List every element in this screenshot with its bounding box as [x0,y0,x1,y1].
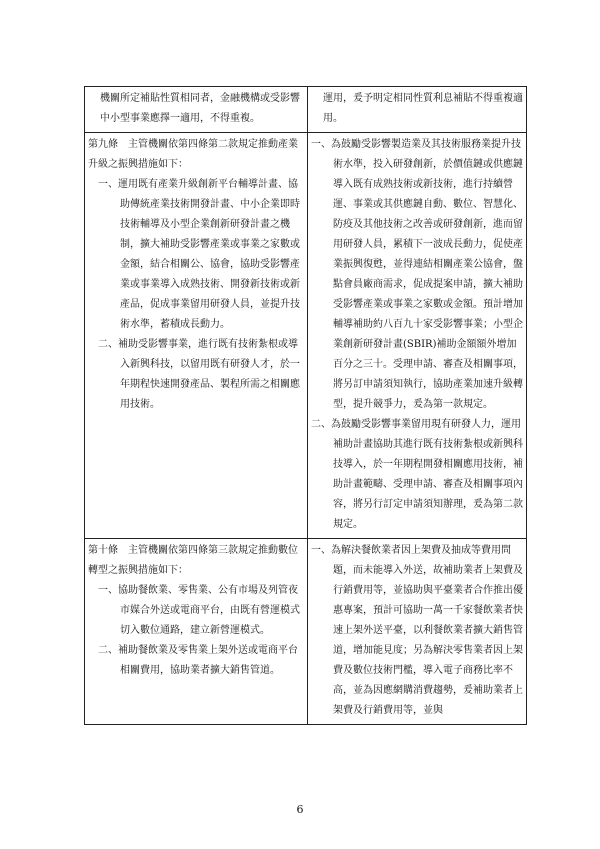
paragraph: 二、補助餐飲業及零售業上架外送或電商平台相關費用，協助業者擴大銷售管道。 [98,645,298,676]
explanation-text-cell [308,87,527,133]
table-row [85,539,527,725]
paragraph: 二、補助受影響事業，進行既有技術紮根或導入新興科技，以留用既有研發人才，於一年期程快速開發產品、製程所需之相關應用技術。 [98,339,300,410]
provision-text-cell [85,539,308,725]
provision-text-cell [85,133,308,539]
paragraph: 第九條 主管機關依第四條第二款規定推動產業升級之振興措施如下： [88,139,298,170]
provision-text-cell [85,87,308,133]
provisions-table-body [85,87,527,725]
paragraph: 一、運用既有產業升級創新平台輔導計畫、協助傳統產業技術開發計畫、中小企業即時技術輔導及小型企業創新研發計畫之機制，擴大補助受影響產業或事業之家數或金額，結合相關公、協會，協助受影響產業或事業導入成熟技術、開發新技術或新產品，促成事業留用研發人員，並提升技術水準，蓄積成長動力。 [98,179,300,330]
paragraph: 第十條 主管機關依第四條第三款規定推動數位轉型之振興措施如下： [88,545,298,576]
explanation-text-cell [308,133,527,539]
table-row [85,87,527,133]
table-row [85,133,527,539]
paragraph: 一、為鼓勵受影響製造業及其技術服務業提升技術水準，投入研發創新，於價值鏈或供應鏈導入既有成熟技術或新技術，進行持續營運、事業或其供應鏈自動、數位、智慧化、防疫及其他技術之改善或研發創新，進而留用研發人員，累積下一波成長動力，促使產業振興復甦，並得連結相關產業公協會，盤點會員廠商需求，促成提案申請，擴大補助受影響產業或事業之家數或金額。預計增加輔導補助約八百九十家受影響事業；小型企業創新研發計畫(SBIR)補助金額額外增加百分之三十。受理申請、審查及相關事項，將另訂申請須知執行，協助產業加速升級轉型，提升競爭力，爰為第一款規定。 [311,139,523,410]
paragraph: 一、為解決餐飲業者因上架費及抽成等費用問題，而未能導入外送，故補助業者上架費及行銷費用等，並協助與平臺業者合作推出優惠專案，預計可協助一萬一千家餐飲業者快速上架外送平臺，以利餐飲業者擴大銷售管道，增加能見度；另為解決零售業者因上架費及數位技術門檻，導入電子商務比率不高，並為因應網購消費趨勢，爰補助業者上架費及行銷費用等，並與 [311,545,523,716]
paragraph: 機關所定補貼性質相同者，金融機構或受影響中小型事業應擇一適用，不得重複。 [100,93,300,124]
paragraph: 運用，爰予明定相同性質利息補貼不得重複適用。 [323,93,523,124]
explanation-text-cell [308,539,527,725]
page-number: 6 [296,803,304,816]
provisions-table [84,86,527,725]
paragraph: 二、為鼓勵受影響事業留用現有研發人力，運用補助計畫協助其進行既有技術紮根或新興科技導入，於一年期程開發相關應用技術，補助計畫範疇、受理申請、審查及相關事項內容，將另行訂定申請須知辦理，爰為第二款規定。 [311,419,523,530]
paragraph: 一、協助餐飲業、零售業、公有市場及列管夜市媒合外送或電商平台，由既有營運模式切入數位通路，建立新營運模式。 [98,585,300,636]
